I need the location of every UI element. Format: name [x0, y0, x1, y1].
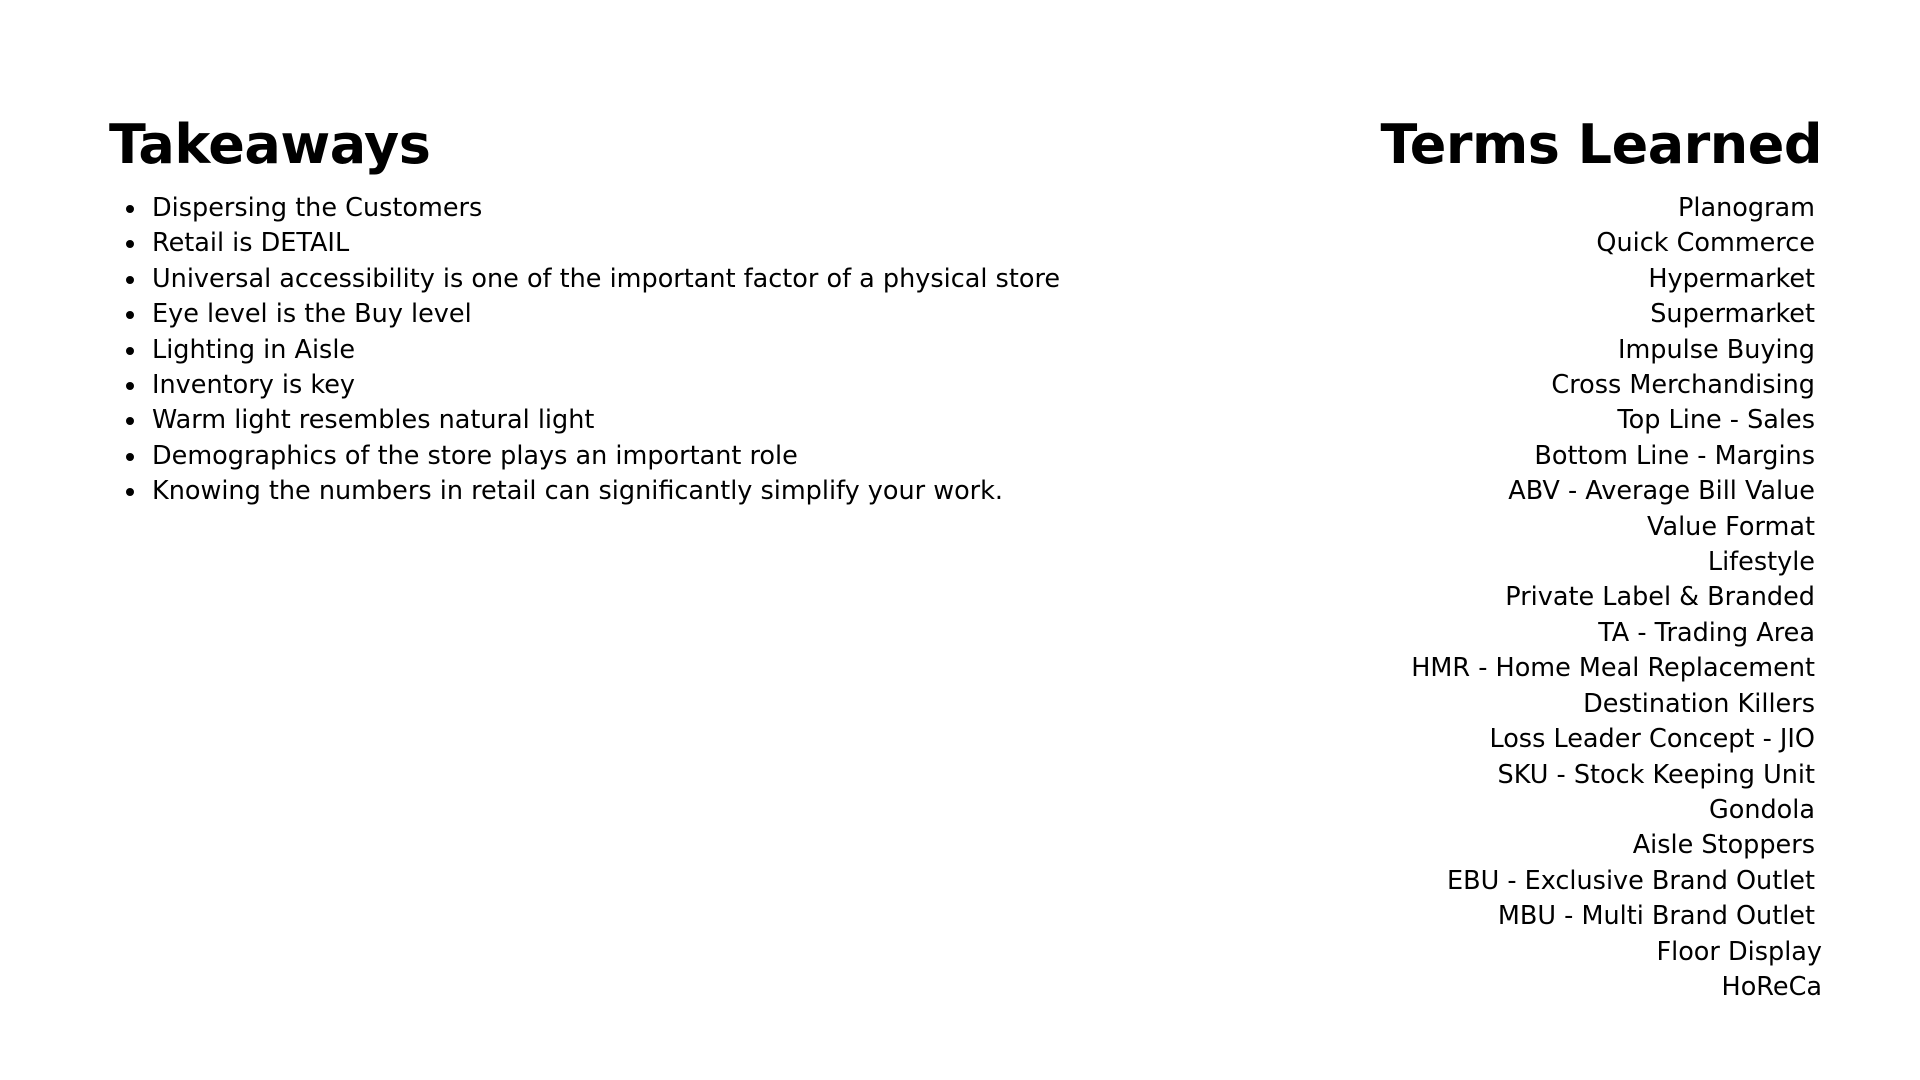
term-item: Aisle Stoppers [1632, 830, 1815, 861]
term-item: Hypermarket [1648, 263, 1815, 294]
term-item: Planogram [1678, 193, 1815, 223]
takeaway-text: Retail is DETAIL [152, 228, 350, 259]
takeaway-text: Demographics of the store plays an important role [152, 440, 798, 471]
bullet-icon [126, 205, 134, 213]
takeaway-item [109, 297, 1109, 332]
bullet-icon [126, 488, 134, 496]
bullet-icon [126, 240, 134, 248]
term-item: MBU - Multi Brand Outlet [1497, 901, 1815, 932]
term-item: Impulse Buying [1617, 334, 1815, 365]
term-item: Top Line - Sales [1617, 405, 1815, 436]
bullet-icon [126, 311, 134, 319]
bullet-icon [126, 276, 134, 284]
term-item: ABV - Average Bill Value [1508, 476, 1815, 507]
takeaway-text: Inventory is key [152, 370, 356, 401]
term-item: HoReCa [1721, 971, 1822, 1002]
takeaway-item [109, 333, 1109, 368]
term-item: Loss Leader Concept - JIO [1489, 724, 1815, 755]
takeaway-text: Eye level is the Buy level [152, 299, 472, 330]
bullet-icon [126, 453, 134, 461]
terms-list [1122, 191, 1822, 1005]
term-item: Destination Killers [1583, 688, 1815, 719]
takeaway-item [109, 474, 1109, 509]
takeaway-text: Universal accessibility is one of the important factor of a physical store [152, 263, 1061, 294]
takeaway-item [109, 403, 1109, 438]
term-item: EBU - Exclusive Brand Outlet [1446, 865, 1815, 896]
term-item: TA - Trading Area [1598, 617, 1815, 648]
term-item: Lifestyle [1707, 547, 1815, 578]
term-item: Cross Merchandising [1551, 370, 1815, 401]
bullet-icon [126, 417, 134, 425]
term-item: Supermarket [1650, 299, 1815, 330]
term-item: Bottom Line - Margins [1534, 440, 1815, 471]
takeaway-text: Warm light resembles natural light [152, 405, 595, 436]
takeaways-section [109, 110, 1109, 510]
takeaway-text: Lighting in Aisle [152, 334, 356, 365]
takeaway-item [109, 368, 1109, 403]
takeaway-text: Dispersing the Customers [152, 193, 483, 223]
takeaway-text: Knowing the numbers in retail can significantly simplify your work. [152, 476, 1004, 507]
takeaway-item [109, 226, 1109, 261]
takeaways-list [109, 191, 1109, 510]
term-item: Value Format [1647, 511, 1815, 542]
terms-section [1122, 110, 1822, 1005]
takeaway-item [109, 439, 1109, 474]
term-item: HMR - Home Meal Replacement [1411, 653, 1815, 684]
takeaway-item [109, 262, 1109, 297]
bullet-icon [126, 347, 134, 355]
term-item: SKU - Stock Keeping Unit [1497, 759, 1815, 790]
terms-heading: Terms Learned [1380, 113, 1822, 176]
term-item: Quick Commerce [1596, 228, 1815, 259]
bullet-icon [126, 382, 134, 390]
term-item: Gondola [1708, 794, 1815, 825]
term-item: Private Label & Branded [1505, 582, 1815, 613]
term-item: Floor Display [1656, 936, 1822, 967]
takeaway-item [109, 191, 1109, 226]
takeaways-heading: Takeaways [109, 113, 431, 176]
